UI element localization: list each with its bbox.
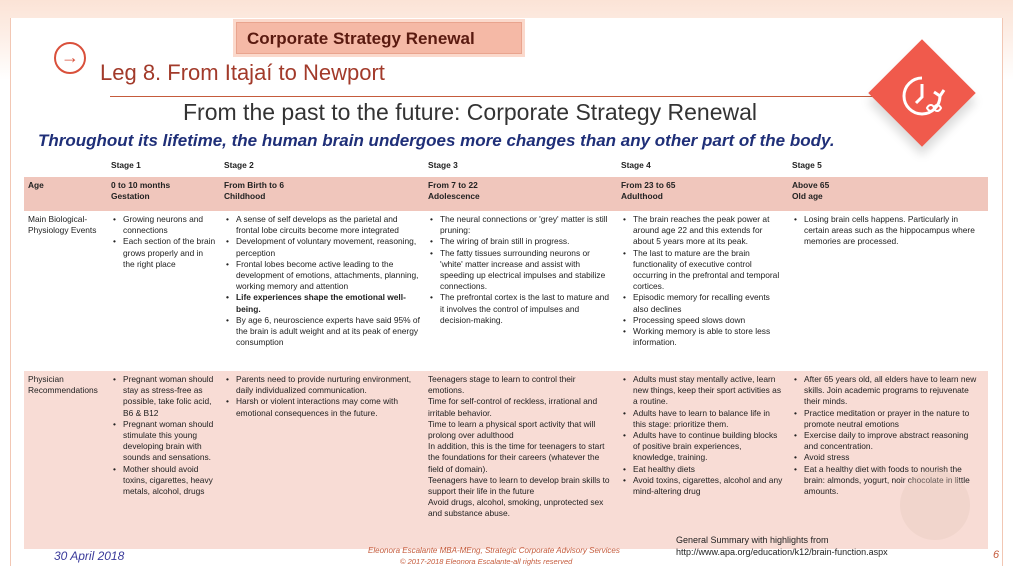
section-banner — [236, 22, 522, 54]
list-item: • Avoid toxins, cigarettes, alcohol and any mind-altering drug — [621, 475, 784, 497]
row-label: Main Biological-Physiology Events — [28, 214, 97, 236]
paragraph: Time to learn a physical sport activity that will prolong over adulthood — [428, 418, 596, 441]
paragraph: Teenagers have to learn to develop brain skills to support their life in the future — [428, 474, 610, 497]
list-item: • The prefrontal cortex is the last to mature and it involves the control of impulses and decision-making. — [428, 292, 613, 326]
source-note — [676, 534, 888, 558]
list-item: • Each section of the brain grows properly and in the right place — [111, 236, 216, 270]
arrow-right-circle-icon: → — [54, 42, 86, 74]
paragraph: Teenagers stage to learn to control their emotions. — [428, 374, 576, 396]
list-item: • Processing speed slows down — [621, 315, 784, 326]
phys-cell — [424, 371, 617, 549]
banner-text: Corporate Strategy Renewal — [247, 29, 475, 48]
clock-infinity-icon — [896, 70, 948, 122]
list-item: • After 65 years old, all elders have to learn new skills. Join academic programs to rejuvenate their minds. — [792, 374, 984, 408]
slide-headline: Throughout its lifetime, the human brain undergoes more changes than any other part of the body. — [38, 131, 835, 150]
watermark-circle — [900, 470, 970, 540]
row-label: Age — [28, 180, 44, 190]
list-item: • The brain reaches the peak power at around age 22 and this extends for about 5 years more at its peak. — [621, 214, 784, 248]
list-item: • Mother should avoid toxins, cigarettes, heavy metals, alcohol, drugs — [111, 464, 216, 498]
paragraph: In addition, this is the time for teenagers to start the foundations for their careers (whatever the field of domain). — [428, 441, 605, 474]
list-item: • Growing neurons and connections — [111, 214, 216, 236]
list-item: • Practice meditation or prayer in the nature to promote neutral emotions — [792, 408, 984, 430]
list-item: • Adults have to learn to balance life in this stage: prioritize them. — [621, 408, 784, 430]
stage-header — [24, 157, 107, 177]
list-item: • Pregnant woman should stay as stress-free as possible, take folic acid, B6 & B12 — [111, 374, 216, 419]
bio-cell — [788, 211, 988, 371]
stage-header: Stage 2 — [224, 160, 254, 170]
source-link[interactable]: http://www.apa.org/education/k12/brain-function.aspx — [676, 547, 888, 557]
biology-row — [24, 211, 988, 371]
bio-cell — [107, 211, 220, 371]
page-number: 6 — [993, 549, 1000, 561]
row-label: Physician Recommendations — [28, 374, 98, 396]
title-divider — [110, 96, 940, 97]
slide-subtitle: From the past to the future: Corporate Strategy Renewal — [183, 99, 758, 125]
age-cell: 0 to 10 months Gestation — [111, 180, 171, 202]
bio-cell — [617, 211, 788, 371]
list-item: • The fatty tissues surrounding neurons or 'white' matter increase and assist with speeding up electrical impulses and stabilize connections. — [428, 248, 613, 293]
list-item: • The neural connections or 'grey' matter is still pruning: — [428, 214, 613, 236]
paragraph: Avoid drugs, alcohol, smoking, unprotected sex and substance abuse. — [428, 497, 604, 519]
list-item: • Episodic memory for recalling events also declines — [621, 292, 784, 314]
list-item: • Pregnant woman should stimulate this young developing brain with sounds and sensations. — [111, 419, 216, 464]
age-cell: From 23 to 65 Adulthood — [621, 180, 676, 202]
stage-header: Stage 3 — [428, 160, 458, 170]
phys-cell — [107, 371, 220, 549]
list-item: • The last to mature are the brain functionality of executive control occurring in the prefrontal and temporal cortices. — [621, 248, 784, 293]
list-item: • Exercise daily to improve abstract reasoning and concentration. — [792, 430, 984, 452]
phys-cell — [617, 371, 788, 549]
recommendations-row — [24, 371, 988, 549]
list-item: • Working memory is able to store less information. — [621, 326, 784, 348]
list-item: • Eat a healthy diet with foods to nourish the brain: almonds, yogurt, noir chocolate in little amounts. — [792, 464, 984, 498]
age-cell: From 7 to 22 Adolescence — [428, 180, 480, 202]
list-item: • Frontal lobes become active leading to the development of emotions, attachments, planning, working memory and attention — [224, 259, 420, 293]
list-item: • A sense of self develops as the parietal and frontal lobe circuits become more integrated — [224, 214, 420, 236]
age-row — [24, 177, 988, 211]
stage-header: Stage 4 — [621, 160, 651, 170]
list-item: • Losing brain cells happens. Particularly in certain areas such as the hippocampus where memories are processed. — [792, 214, 984, 248]
list-item: • Harsh or violent interactions may come with emotional consequences in the future. — [224, 396, 420, 418]
list-item: • By age 6, neuroscience experts have said 95% of the brain is adult weight and at its peak of energy consumption — [224, 315, 420, 349]
age-cell: From Birth to 6 Childhood — [224, 180, 285, 202]
list-item: • Life experiences shape the emotional well-being. — [224, 292, 420, 314]
list-item: • The wiring of brain still in progress. — [428, 236, 613, 247]
paragraph: Time for self-control of reckless, irrational and irritable behavior. — [428, 396, 598, 418]
age-cell: Above 65 Old age — [792, 180, 830, 202]
list-item: • Adults must stay mentally active, learn new things, keep their sport activities as a routine. — [621, 374, 784, 408]
list-item: • Parents need to provide nurturing environment, daily individualized communication. — [224, 374, 420, 396]
stage-header: Stage 1 — [111, 160, 141, 170]
brain-stages-table — [24, 157, 988, 549]
stage-header: Stage 5 — [792, 160, 822, 170]
leg-title: Leg 8. From Itajaí to Newport — [100, 60, 385, 85]
stage-header-row — [24, 157, 988, 177]
phys-cell — [220, 371, 424, 549]
footer-copyright: © 2017-2018 Eleonora Escalante-all rights reserved — [400, 557, 573, 566]
footer-author: Eleonora Escalante MBA-MEng, Strategic Corporate Advisory Services — [368, 546, 620, 555]
footer-date: 30 April 2018 — [54, 549, 125, 563]
list-item: • Development of voluntary movement, reasoning, perception — [224, 236, 420, 258]
list-item: • Eat healthy diets — [621, 464, 784, 475]
list-item: • Avoid stress — [792, 452, 984, 463]
source-note-line: General Summary with highlights from — [676, 535, 829, 545]
bio-cell — [424, 211, 617, 371]
list-item: • Adults have to continue building blocks of positive brain experiences, knowledge, training. — [621, 430, 784, 464]
bio-cell — [220, 211, 424, 371]
